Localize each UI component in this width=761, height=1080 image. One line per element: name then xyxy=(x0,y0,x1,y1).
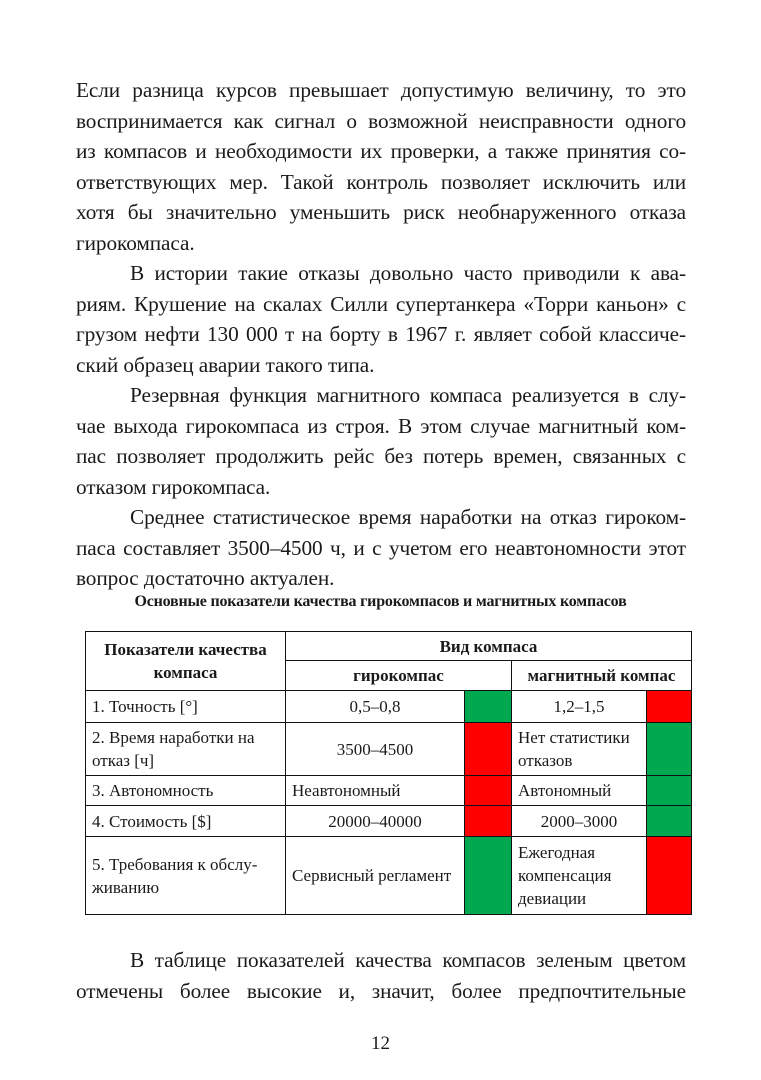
header-gyrocompass: гирокомпас xyxy=(286,661,512,691)
compass-quality-table xyxy=(85,631,692,915)
table-row xyxy=(86,691,692,723)
gyro-value-cell: 0,5–0,8 xyxy=(286,691,465,723)
magnetic-value-cell: Ежегодная компенсация девиации xyxy=(512,837,647,915)
header-magnetic-compass: магнитный компас xyxy=(512,661,692,691)
indicator-cell: 5. Требования к обслу-живанию xyxy=(86,837,286,915)
table-row xyxy=(86,723,692,776)
paragraph-1 xyxy=(76,75,686,258)
table-row xyxy=(86,837,692,915)
indicator-cell: 4. Стоимость [$] xyxy=(86,806,286,837)
text-line: Среднее статистическое время наработки на отказ гироком- xyxy=(130,505,686,529)
magnetic-rating-red xyxy=(647,691,692,723)
text-line: отказом гирокомпаса. xyxy=(76,474,271,499)
text-line: В истории такие отказы довольно часто приводили к ава- xyxy=(130,261,686,285)
paragraph-4 xyxy=(76,502,686,594)
paragraph-5 xyxy=(76,945,686,1006)
magnetic-value-cell: 2000–3000 xyxy=(512,806,647,837)
gyro-value-cell: 3500–4500 xyxy=(286,723,465,776)
text-line: Если разница курсов превышает допустимую величину, то это xyxy=(76,78,686,102)
gyro-value-cell: Неавтономный xyxy=(286,776,465,806)
magnetic-value-cell: Нет статистики отказов xyxy=(512,723,647,776)
text-line: чае выхода гирокомпаса из строя. В этом случае магнитный ком- xyxy=(76,413,686,438)
text-line: пас позволяет продолжить рейс без потерь времен, связанных с xyxy=(76,444,686,468)
magnetic-value-cell: 1,2–1,5 xyxy=(512,691,647,723)
table-row xyxy=(86,806,692,837)
magnetic-rating-green xyxy=(647,776,692,806)
magnetic-rating-red xyxy=(647,837,692,915)
text-line: отмечены более высокие и, значит, более предпочтительные xyxy=(76,978,686,1003)
text-line: воспринимается как сигнал о возможной неисправности одного xyxy=(76,108,686,133)
text-line: В таблице показателей качества компасов зеленым цветом xyxy=(130,948,686,972)
text-line: ответствующих мер. Такой контроль позволяет исключить или xyxy=(76,169,686,194)
magnetic-rating-green xyxy=(647,723,692,776)
gyro-rating-red xyxy=(465,723,512,776)
text-line: риям. Крушение на скалах Силли супертанкера «Торри каньон» с xyxy=(76,291,686,316)
indicator-cell: 2. Время наработки на отказ [ч] xyxy=(86,723,286,776)
indicator-cell: 3. Автономность xyxy=(86,776,286,806)
text-line: гирокомпаса. xyxy=(76,230,195,255)
magnetic-value-cell: Автономный xyxy=(512,776,647,806)
text-line: вопрос достаточно актуален. xyxy=(76,566,335,590)
text-line: Резервная функция магнитного компаса реализуется в слу- xyxy=(130,383,686,407)
text-line: грузом нефти 130 000 т на борту в 1967 г. являет собой классиче- xyxy=(76,322,686,346)
gyro-rating-green xyxy=(465,691,512,723)
gyro-value-cell: 20000–40000 xyxy=(286,806,465,837)
table-caption: Основные показатели качества гирокомпасов и магнитных компасов xyxy=(134,593,627,610)
gyro-rating-green xyxy=(465,837,512,915)
gyro-value-cell: Сервисный регламент xyxy=(286,837,465,915)
header-indicators: Показатели качества компаса xyxy=(86,632,286,691)
text-line: ский образец аварии такого типа. xyxy=(76,352,375,377)
page-number: 12 xyxy=(371,1033,390,1054)
header-compass-type: Вид компаса xyxy=(286,632,692,661)
paragraph-2 xyxy=(76,258,686,380)
indicator-cell: 1. Точность [°] xyxy=(86,691,286,723)
paragraph-3 xyxy=(76,380,686,502)
magnetic-rating-green xyxy=(647,806,692,837)
text-line: хотя бы значительно уменьшить риск необнаруженного отказа xyxy=(76,200,686,224)
text-line: паса составляет 3500–4500 ч, и с учетом его неавтономности этот xyxy=(76,535,686,560)
gyro-rating-red xyxy=(465,806,512,837)
gyro-rating-red xyxy=(465,776,512,806)
text-line: из компасов и необходимости их проверки, а также принятия со- xyxy=(76,139,686,163)
table-row xyxy=(86,776,692,806)
